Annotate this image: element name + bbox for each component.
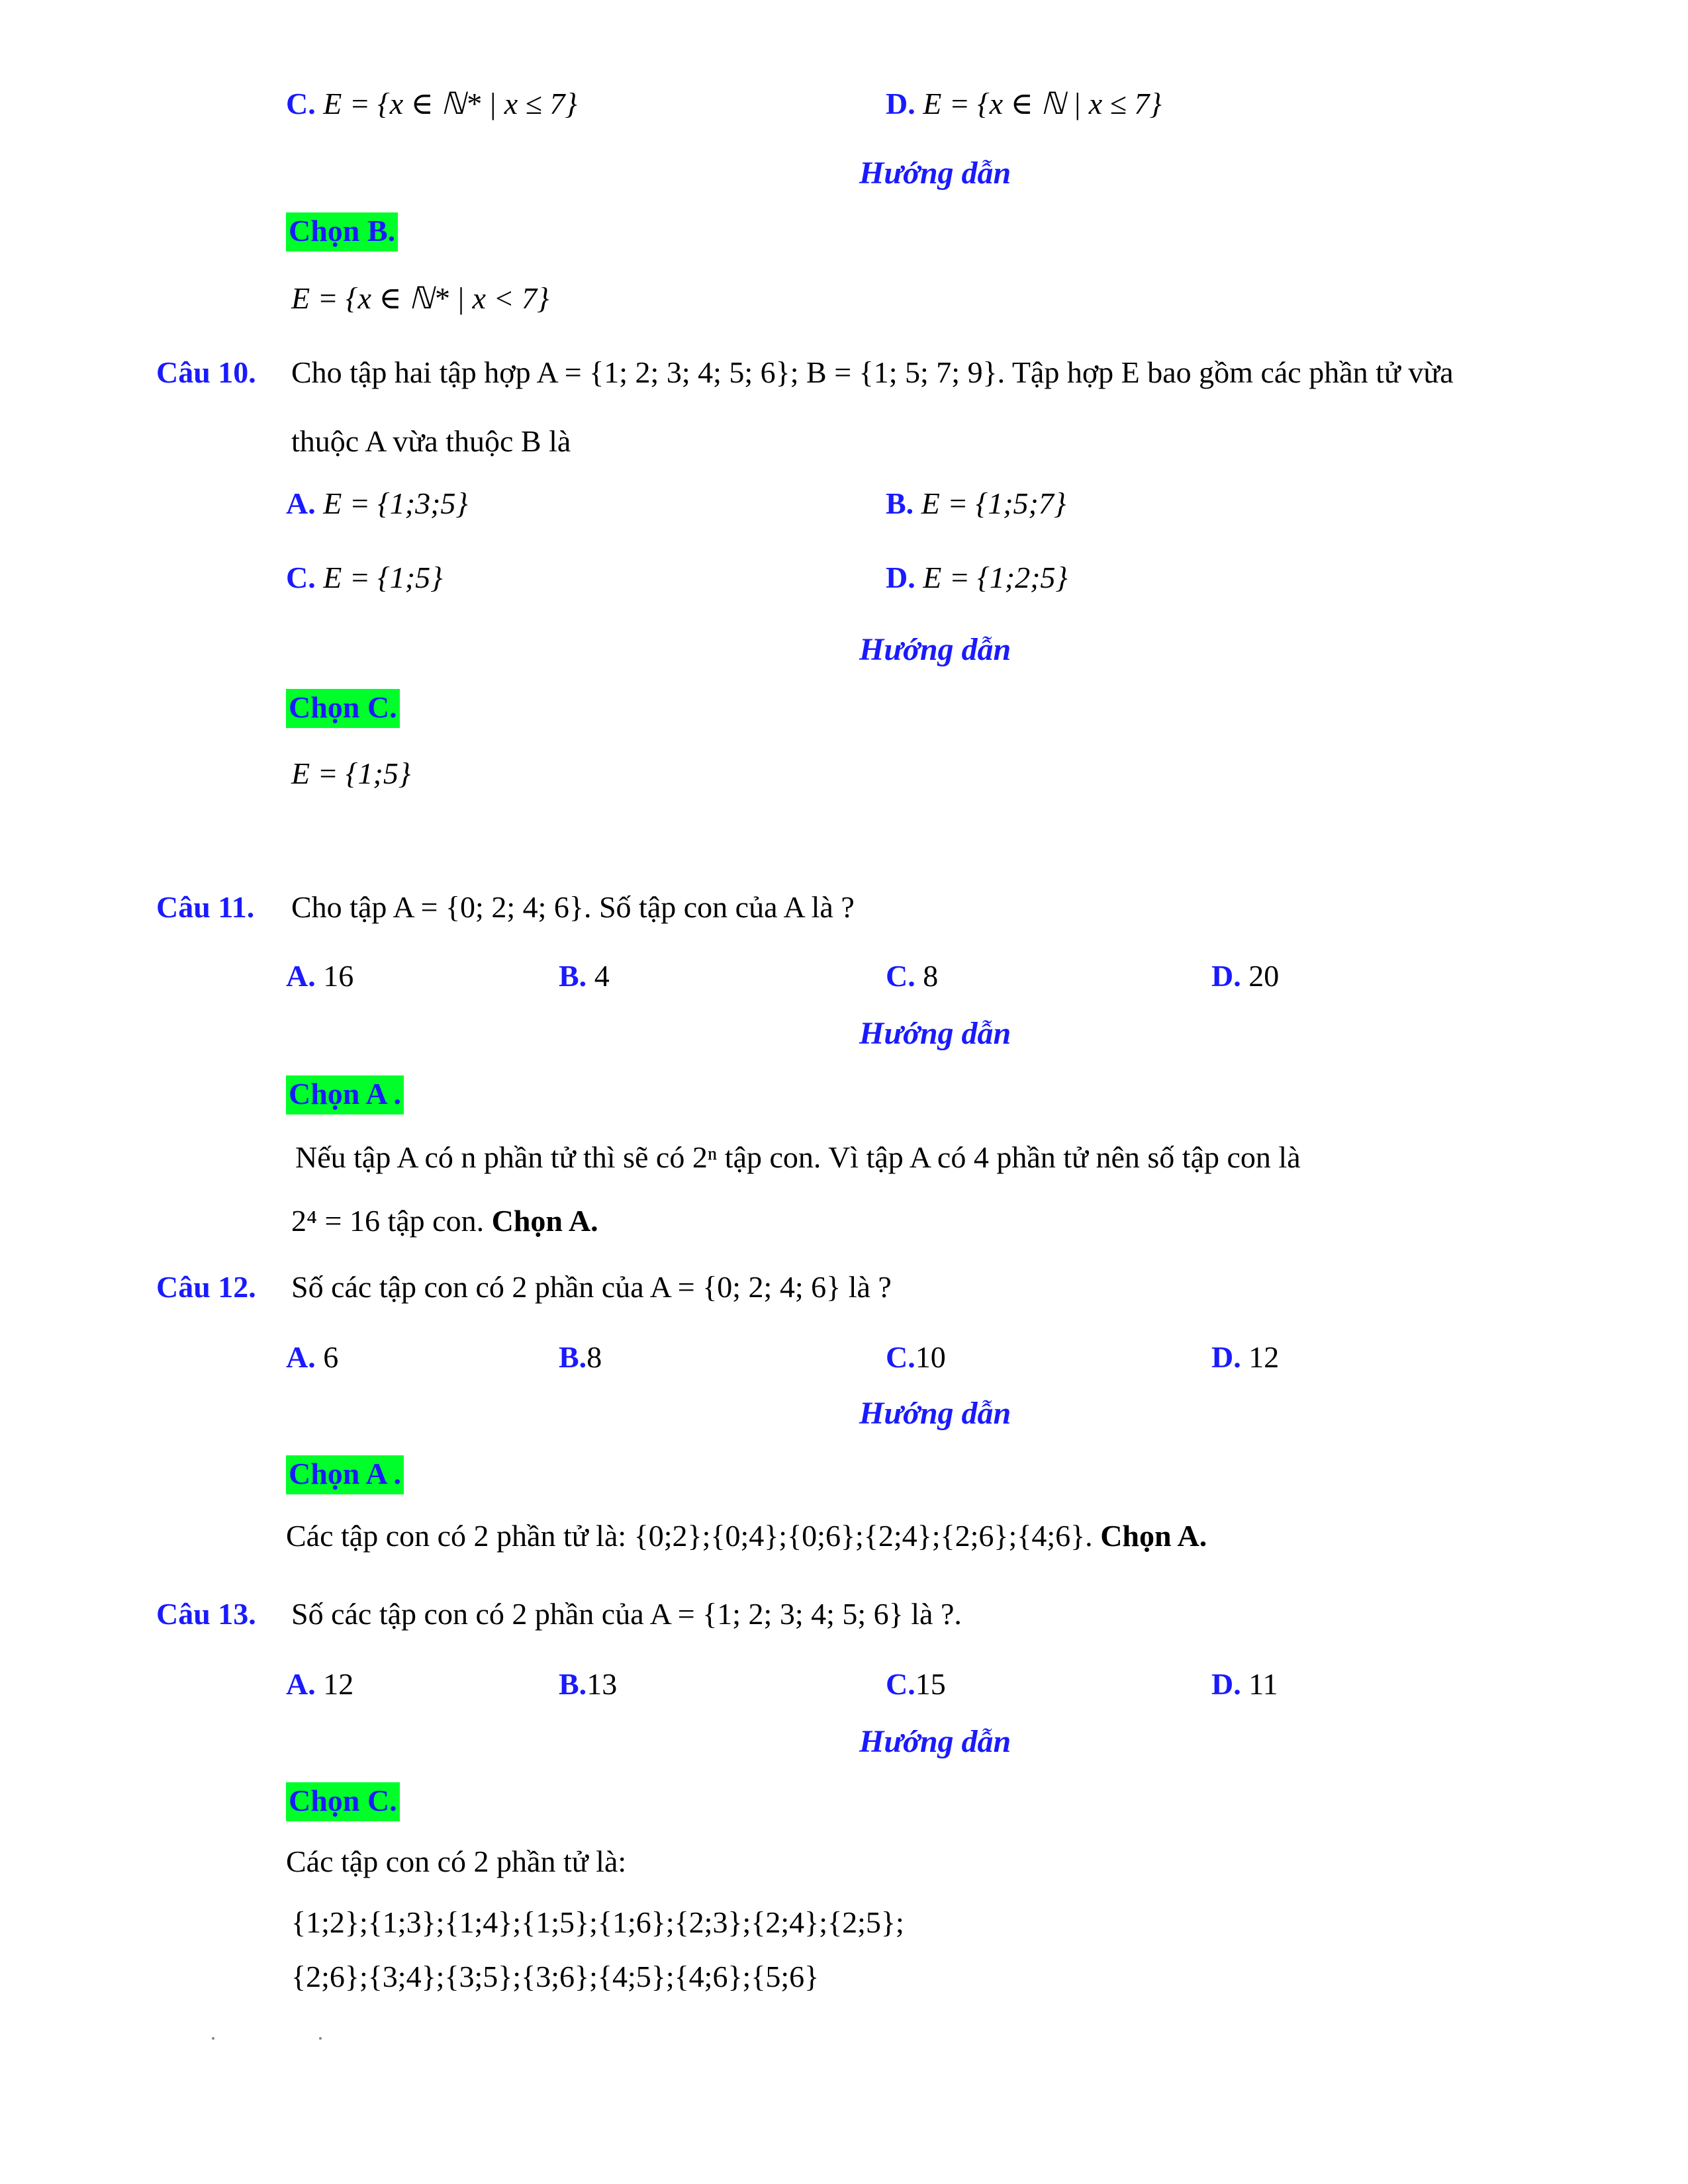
option-text: 8	[923, 959, 939, 993]
option-text: 15	[915, 1667, 946, 1701]
q12-option-b	[559, 1342, 602, 1373]
q11-answer	[286, 1079, 404, 1109]
q11-option-b	[559, 961, 610, 991]
q12-guide-heading: Hướng dẫn	[859, 1396, 1011, 1431]
solution-text: Các tập con có 2 phần tử là: {0;2};{0;4};{0;6};{2;4};{2;6};{4;6}.	[286, 1519, 1093, 1553]
q10-solution: E = {1;5}	[291, 756, 411, 790]
stray-dot	[319, 2037, 322, 2040]
q13-option-b	[559, 1669, 617, 1700]
q12-answer	[286, 1459, 404, 1489]
q10-question-line2: thuộc A vừa thuộc B là	[291, 424, 571, 458]
option-label: D.	[1211, 959, 1241, 993]
option-label: B.	[559, 1340, 587, 1374]
q12-option-c	[886, 1342, 946, 1373]
solution-answer: Chọn A.	[491, 1204, 598, 1238]
q13-option-a	[286, 1669, 353, 1700]
q13-option-c	[886, 1669, 946, 1700]
q13-option-d	[1211, 1669, 1278, 1700]
q10-label: Câu 10.	[156, 355, 256, 389]
q9-solution: E = {x ∈ ℕ* | x < 7}	[291, 281, 549, 315]
q13-solution-line3: {2;6};{3;4};{3;5};{3;6};{4;5};{4;6};{5;6}	[291, 1960, 820, 1993]
option-label: D.	[886, 561, 915, 594]
option-label: A.	[286, 1667, 316, 1701]
answer-highlight: Chọn C.	[286, 1782, 400, 1821]
option-text: 8	[586, 1340, 602, 1374]
option-text: 12	[323, 1667, 354, 1701]
option-label: C.	[286, 87, 316, 120]
option-label: D.	[1211, 1340, 1241, 1374]
q13-answer	[286, 1786, 400, 1816]
q12-question: Số các tập con có 2 phần của A = {0; 2; 4; 6} là ?	[291, 1270, 892, 1304]
option-text: E = {1;5}	[323, 561, 443, 594]
answer-highlight: Chọn A .	[286, 1075, 404, 1115]
q12-label: Câu 12.	[156, 1270, 256, 1304]
q11-guide-heading: Hướng dẫn	[859, 1016, 1011, 1051]
option-text: 20	[1248, 959, 1280, 993]
q10-option-c	[286, 563, 442, 593]
option-text: E = {x ∈ ℕ* | x ≤ 7}	[323, 87, 577, 120]
q9-option-c	[286, 89, 577, 119]
option-text: 13	[586, 1667, 618, 1701]
q10-answer	[286, 692, 400, 723]
stray-dot	[212, 2037, 214, 2040]
option-text: 16	[323, 959, 354, 993]
option-text: E = {1;3;5}	[323, 486, 468, 520]
q11-option-c	[886, 961, 938, 991]
q10-question-line1: Cho tập hai tập hợp A = {1; 2; 3; 4; 5; 6}; B = {1; 5; 7; 9}. Tập hợp E bao gồm các phần tử vừa	[291, 355, 1454, 389]
q12-option-a	[286, 1342, 338, 1373]
q11-label: Câu 11.	[156, 890, 255, 924]
answer-highlight: Chọn C.	[286, 689, 400, 728]
option-label: A.	[286, 959, 316, 993]
q13-question: Số các tập con có 2 phần của A = {1; 2; 3; 4; 5; 6} là ?.	[291, 1597, 962, 1631]
option-text: E = {1;5;7}	[921, 486, 1066, 520]
option-label: C.	[886, 1340, 915, 1374]
solution-text: 2⁴ = 16 tập con.	[291, 1204, 485, 1238]
answer-highlight: Chọn B.	[286, 212, 398, 251]
option-text: 4	[594, 959, 610, 993]
option-label: D.	[1211, 1667, 1241, 1701]
solution-answer: Chọn A.	[1100, 1519, 1207, 1553]
q13-label: Câu 13.	[156, 1597, 256, 1631]
q10-option-d	[886, 563, 1068, 593]
q10-option-b	[886, 488, 1066, 519]
q9-answer	[286, 216, 398, 246]
option-text: E = {x ∈ ℕ | x ≤ 7}	[923, 87, 1162, 120]
q9-guide-heading: Hướng dẫn	[859, 156, 1011, 191]
option-label: A.	[286, 486, 316, 520]
option-text: 11	[1248, 1667, 1278, 1701]
q13-solution-line2: {1;2};{1;3};{1;4};{1;5};{1;6};{2;3};{2;4};{2;5};	[291, 1905, 904, 1939]
option-label: B.	[886, 486, 914, 520]
option-label: C.	[886, 1667, 915, 1701]
option-label: A.	[286, 1340, 316, 1374]
q12-solution	[286, 1521, 1207, 1551]
option-text: 6	[323, 1340, 339, 1374]
q9-option-d	[886, 89, 1162, 119]
q10-guide-heading: Hướng dẫn	[859, 632, 1011, 667]
q12-option-d	[1211, 1342, 1279, 1373]
q11-option-d	[1211, 961, 1279, 991]
q10-option-a	[286, 488, 468, 519]
option-label: B.	[559, 959, 587, 993]
q13-guide-heading: Hướng dẫn	[859, 1724, 1011, 1759]
option-label: D.	[886, 87, 915, 120]
q11-solution-line2	[291, 1206, 598, 1236]
q11-option-a	[286, 961, 353, 991]
option-text: 12	[1248, 1340, 1280, 1374]
answer-highlight: Chọn A .	[286, 1455, 404, 1494]
option-text: 10	[915, 1340, 946, 1374]
q11-question: Cho tập A = {0; 2; 4; 6}. Số tập con của A là ?	[291, 890, 855, 924]
q11-solution-line1: Nếu tập A có n phần tử thì sẽ có 2ⁿ tập con. Vì tập A có 4 phần tử nên số tập con là	[295, 1140, 1301, 1174]
option-label: C.	[886, 959, 915, 993]
option-label: C.	[286, 561, 316, 594]
option-text: E = {1;2;5}	[923, 561, 1068, 594]
q13-solution-line1: Các tập con có 2 phần tử là:	[286, 1844, 627, 1878]
option-label: B.	[559, 1667, 587, 1701]
